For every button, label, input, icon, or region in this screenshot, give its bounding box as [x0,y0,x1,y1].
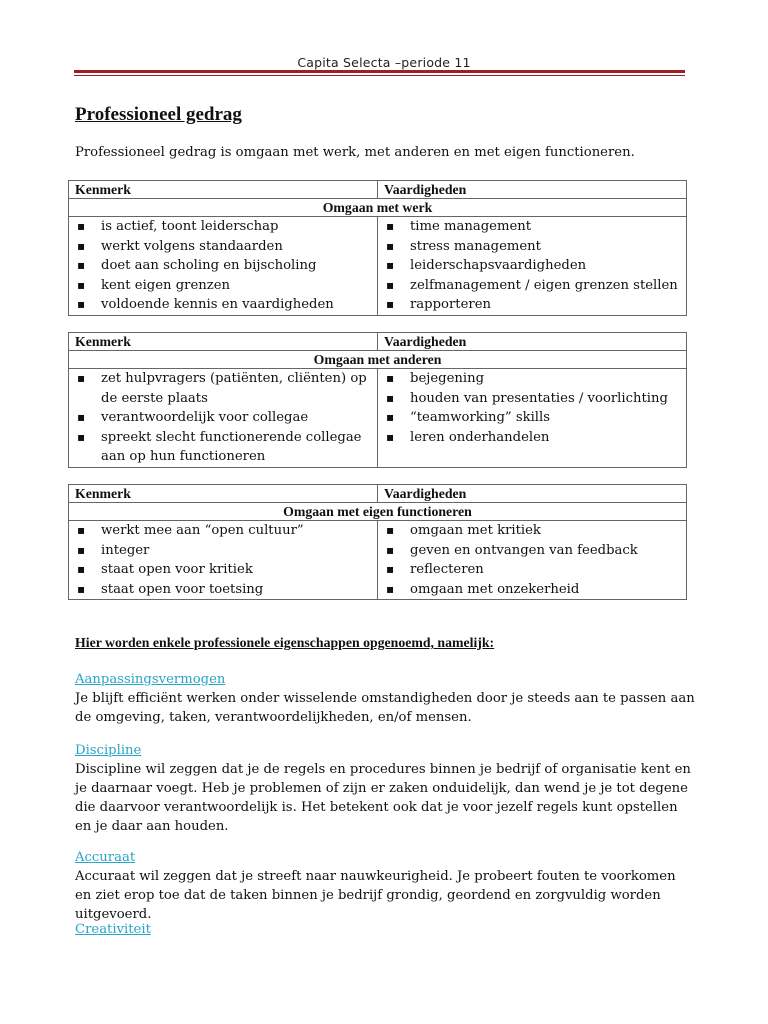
table-section-title: Omgaan met anderen [69,351,687,369]
list-item: ▪ leiderschapsvaardigheden [410,256,680,276]
table-section-title: Omgaan met eigen functioneren [69,503,687,521]
property-aanpassingsvermogen [75,670,695,727]
column-header-vaardigheden: Vaardigheden [378,333,687,351]
skills-table-werk [68,180,687,316]
kenmerken-cell [69,369,378,468]
column-header-kenmerk: Kenmerk [69,181,378,199]
property-description: Je blijft efficiënt werken onder wisselende omstandigheden door je steeds aan te passen aan de omgeving, taken, verantwoordelijkheden, en/of mensen. [75,691,695,725]
list-item: ▪ werkt volgens standaarden [101,237,371,257]
list-item: ▪ werkt mee aan “open cultuur” [101,521,371,541]
page-header: Capita Selecta –periode 11 [297,55,471,70]
list-item: ▪ voldoende kennis en vaardigheden [101,295,371,315]
skills-table-anderen [68,332,687,468]
list-item: ▪ “teamworking” skills [410,408,680,428]
column-header-kenmerk: Kenmerk [69,485,378,503]
list-item: ▪ houden van presentaties / voorlichting [410,389,680,409]
property-creativiteit [75,920,695,939]
property-title-link[interactable]: Accuraat [75,850,136,865]
vaardigheden-cell [378,521,687,600]
header-rule-thin [74,75,685,76]
list-item: ▪ rapporteren [410,295,680,315]
property-description: Discipline wil zeggen dat je de regels en procedures binnen je bedrijf of organisatie kent en je daarnaar voegt. Heb je problemen of zijn er zaken onduidelijk, dan wend je je tot degene die daarvoor verantwoordelijk is. Het betekent ook dat je voor jezelf regels kunt opstellen en je daar aan houden. [75,762,691,834]
skills-table-eigen-functioneren [68,484,687,600]
list-item: ▪ spreekt slecht functionerende collegae aan op hun functioneren [101,428,371,467]
list-item: ▪ omgaan met kritiek [410,521,680,541]
list-item: ▪ zelfmanagement / eigen grenzen stellen [410,276,680,296]
property-accuraat [75,848,695,924]
list-item: ▪ staat open voor kritiek [101,560,371,580]
properties-heading: Hier worden enkele professionele eigenschappen opgenoemd, namelijk: [75,635,495,650]
list-item: ▪ zet hulpvragers (patiënten, cliënten) op de eerste plaats [101,369,371,408]
kenmerken-cell [69,217,378,316]
column-header-vaardigheden: Vaardigheden [378,181,687,199]
vaardigheden-cell [378,217,687,316]
table-section-title: Omgaan met werk [69,199,687,217]
intro-paragraph: Professioneel gedrag is omgaan met werk, met anderen en met eigen functioneren. [75,145,635,160]
property-title-link[interactable]: Creativiteit [75,922,151,937]
list-item: ▪ kent eigen grenzen [101,276,371,296]
list-item: ▪ is actief, toont leiderschap [101,217,371,237]
property-discipline [75,741,695,836]
kenmerken-cell [69,521,378,600]
property-title-link[interactable]: Aanpassingsvermogen [75,672,226,687]
list-item: ▪ doet aan scholing en bijscholing [101,256,371,276]
list-item: ▪ reflecteren [410,560,680,580]
column-header-kenmerk: Kenmerk [69,333,378,351]
list-item: ▪ verantwoordelijk voor collegae [101,408,371,428]
column-header-vaardigheden: Vaardigheden [378,485,687,503]
list-item: ▪ leren onderhandelen [410,428,680,448]
list-item: ▪ integer [101,541,371,561]
document-title: Professioneel gedrag [75,104,242,125]
list-item: ▪ geven en ontvangen van feedback [410,541,680,561]
property-title-link[interactable]: Discipline [75,743,142,758]
list-item: ▪ stress management [410,237,680,257]
list-item: ▪ omgaan met onzekerheid [410,580,680,600]
header-rule-thick [74,70,685,73]
list-item: ▪ time management [410,217,680,237]
list-item: ▪ staat open voor toetsing [101,580,371,600]
vaardigheden-cell [378,369,687,468]
property-description: Accuraat wil zeggen dat je streeft naar nauwkeurigheid. Je probeert fouten te voorkomen en ziet erop toe dat de taken binnen je bedrijf grondig, geordend en zorgvuldig worden uitgevoerd. [75,869,676,922]
list-item: ▪ bejegening [410,369,680,389]
